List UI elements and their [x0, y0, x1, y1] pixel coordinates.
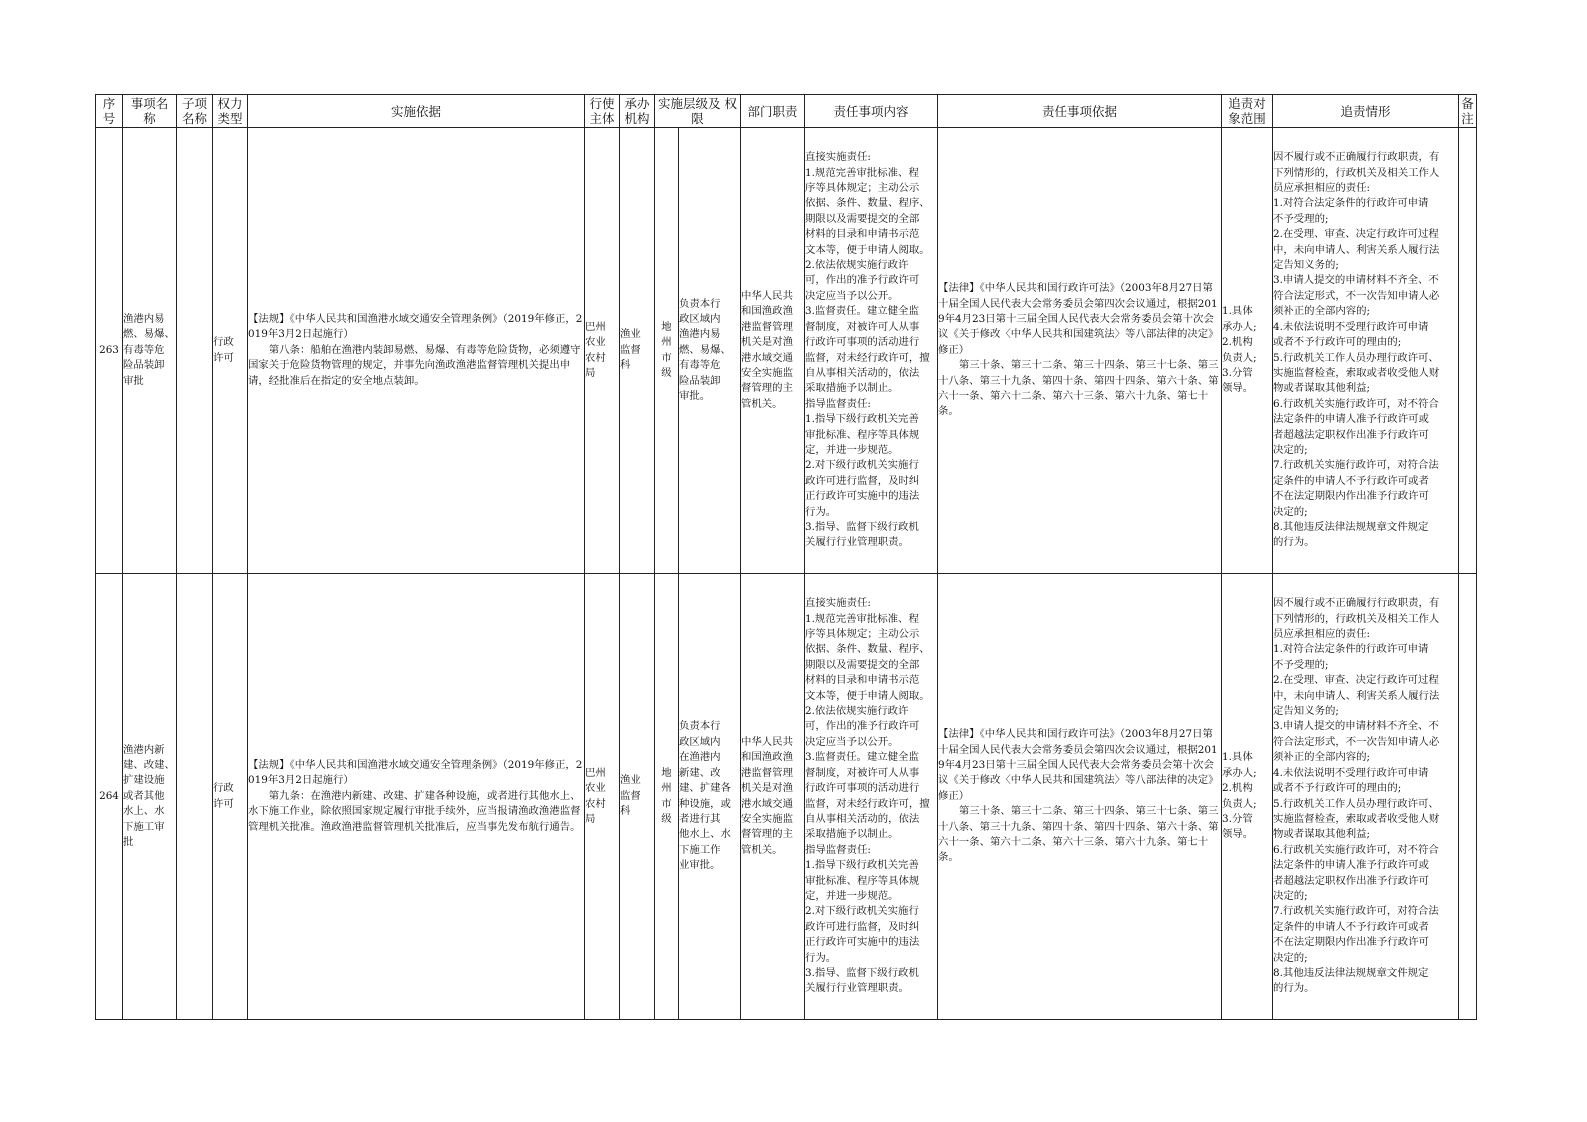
table-row	[96, 574, 1477, 1020]
header-level: 实施层级及 权限	[655, 95, 741, 128]
row-item-name: 渔港内易 燃、易爆、 有毒等危 险品装卸 审批	[123, 128, 177, 574]
row-dept-duty: 中华人民共 和国渔政渔 港监督管理 机关是对渔 港水域交通 安全实施监 督管理的主 管机关。	[741, 574, 805, 1020]
row-resp-content: 直接实施责任: 1.规范完善审批标准、程 序等具体规定；主动公示 依据、条件、数量、程序、 期限以及需要提交的全部 材料的目录和申请书示范 文本等，便于申请人阅取。 2.依法依规实施行政许 可，作出的准予行政许可 决定应当予以公开。 3.监督责任。建立健全监 督制度，对被许可人从事 行政许可事项的活动进行 监督，对未经行政许可，擅 自从事相关活动的，依法 采取措施予以制止。 指导监督责任: 1.指导下级行政机关完善 审批标准、程序等具体规 定，并进一步规范。 2.对下级行政机关实施行 政许可进行监督，及时纠 正行政许可实施中的违法 行为。 3.指导、监督下级行政机 关履行行业管理职责。	[805, 128, 938, 574]
table-header-row	[96, 95, 1477, 128]
row-agency: 渔业 监督 科	[620, 128, 655, 574]
resp-basis-text: 第三十条、第三十二条、第三十四条、第三十七条、第三十八条、第三十九条、第四十条、第四十四条、第六十条、第六十一条、第六十二条、第六十三条、第六十九条、第七十条。	[938, 805, 1219, 864]
row-situations: 因不履行或不正确履行行政职责，有 下列情形的，行政机关及相关工作人 员应承担相应的责任: 1.对符合法定条件的行政许可申请 不予受理的; 2.在受理、审查、决定行政许可过程 中，未向申请人、利害关系人履行法 定告知义务的; 3.申请人提交的申请材料不齐全、不 符合法定形式，不一次告知申请人必 须补正的全部内容的; 4.未依法说明不受理行政许可申请 或者不予行政许可的理由的; 5.行政机关工作人员办理行政许可、 实施监督检查，索取或者收受他人财 物或者谋取其他利益; 6.行政机关实施行政许可，对不符合 法定条件的申请人准予行政许可或 者超越法定职权作出准予行政许可 决定的; 7.行政机关实施行政许可，对符合法 定条件的申请人不予行政许可或者 不在法定期限内作出准予行政许可 决定的; 8.其他违反法律法规规章文件规定 的行为。	[1273, 128, 1459, 574]
row-level-scope: 负责本行 政区域内 在渔港内 新建、改 建、扩建各 种设施，或 者进行其 他水上、水 下施工作 业审批。	[679, 574, 741, 1020]
resp-basis-title: 【法律】《中华人民共和国行政许可法》（2003年8月27日第十届全国人民代表大会常务委员会第四次会议通过，根据2019年4月23日第十三届全国人民代表大会常务委员会第十次会议《关于修改〈中华人民共和国建筑法〉等八部法律的决定》修正）	[938, 728, 1219, 802]
basis-title: 【法规】《中华人民共和国渔港水域交通安全管理条例》（2019年修正，2019年3月2日起施行）	[248, 312, 583, 341]
header-resp-content: 责任事项内容	[805, 95, 938, 128]
header-situations: 追责情形	[1273, 95, 1459, 128]
header-item-name: 事项名 称	[123, 95, 177, 128]
row-power-type: 行政 许可	[213, 574, 248, 1020]
row-sub-name	[177, 128, 213, 574]
header-resp-basis: 责任事项依据	[938, 95, 1222, 128]
row-basis	[248, 574, 585, 1020]
row-level-scope: 负责本行 政区域内 渔港内易 燃、易爆、 有毒等危 险品装卸 审批。	[679, 128, 741, 574]
basis-text: 第八条：船舶在渔港内装卸易燃、易爆、有毒等危险货物，必须遵守国家关于危险货物管理的规定，并事先向渔政渔港监督管理机关提出申请，经批准后在指定的安全地点装卸。	[248, 343, 581, 387]
row-subject: 巴州 农业 农村 局	[585, 574, 620, 1020]
basis-text: 第九条：在渔港内新建、改建、扩建各种设施，或者进行其他水上、水下施工作业，除依照国家规定履行审批手续外，应当报请渔政渔港监督管理机关批准。渔政渔港监督管理机关批准后，应当事先发布航行通告。	[248, 789, 581, 833]
row-sub-name	[177, 574, 213, 1020]
row-seq: 264	[96, 574, 123, 1020]
row-power-type: 行政 许可	[213, 128, 248, 574]
resp-basis-text: 第三十条、第三十二条、第三十四条、第三十七条、第三十八条、第三十九条、第四十条、第四十四条、第六十条、第六十一条、第六十二条、第六十三条、第六十九条、第七十条。	[938, 359, 1219, 418]
row-accountable: 1.具体 承办人; 2.机构 负责人; 3.分管 领导。	[1222, 574, 1273, 1020]
row-basis	[248, 128, 585, 574]
header-subject: 行使 主体	[585, 95, 620, 128]
header-note: 备 注	[1459, 95, 1477, 128]
row-agency: 渔业 监督 科	[620, 574, 655, 1020]
row-accountable: 1.具体 承办人; 2.机构 负责人; 3.分管 领导。	[1222, 128, 1273, 574]
powers-responsibility-table	[95, 94, 1477, 1020]
header-sub-name: 子项 名称	[177, 95, 213, 128]
row-level-tier: 地 州 市 级	[655, 128, 679, 574]
row-level-tier: 地 州 市 级	[655, 574, 679, 1020]
header-accountable: 追责对 象范围	[1222, 95, 1273, 128]
header-power-type: 权力 类型	[213, 95, 248, 128]
table-row	[96, 128, 1477, 574]
row-situations: 因不履行或不正确履行行政职责，有 下列情形的，行政机关及相关工作人 员应承担相应的责任: 1.对符合法定条件的行政许可申请 不予受理的; 2.在受理、审查、决定行政许可过程 中，未向申请人、利害关系人履行法 定告知义务的; 3.申请人提交的申请材料不齐全、不 符合法定形式，不一次告知申请人必 须补正的全部内容的; 4.未依法说明不受理行政许可申请 或者不予行政许可的理由的; 5.行政机关工作人员办理行政许可、 实施监督检查，索取或者收受他人财 物或者谋取其他利益; 6.行政机关实施行政许可，对不符合 法定条件的申请人准予行政许可或 者超越法定职权作出准予行政许可 决定的; 7.行政机关实施行政许可，对符合法 定条件的申请人不予行政许可或者 不在法定期限内作出准予行政许可 决定的; 8.其他违反法律法规规章文件规定 的行为。	[1273, 574, 1459, 1020]
header-seq: 序 号	[96, 95, 123, 128]
header-agency: 承办 机构	[620, 95, 655, 128]
row-dept-duty: 中华人民共 和国渔政渔 港监督管理 机关是对渔 港水域交通 安全实施监 督管理的主 管机关。	[741, 128, 805, 574]
row-item-name: 渔港内新 建、改建、 扩建设施 或者其他 水上、水 下施工审 批	[123, 574, 177, 1020]
resp-basis-title: 【法律】《中华人民共和国行政许可法》（2003年8月27日第十届全国人民代表大会常务委员会第四次会议通过，根据2019年4月23日第十三届全国人民代表大会常务委员会第十次会议《关于修改〈中华人民共和国建筑法〉等八部法律的决定》修正）	[938, 282, 1219, 356]
row-resp-basis	[938, 128, 1222, 574]
row-seq: 263	[96, 128, 123, 574]
row-resp-content: 直接实施责任: 1.规范完善审批标准、程 序等具体规定；主动公示 依据、条件、数量、程序、 期限以及需要提交的全部 材料的目录和申请书示范 文本等，便于申请人阅取。 2.依法依规实施行政许 可，作出的准予行政许可 决定应当予以公开。 3.监督责任。建立健全监 督制度，对被许可人从事 行政许可事项的活动进行 监督，对未经行政许可，擅 自从事相关活动的，依法 采取措施予以制止。 指导监督责任: 1.指导下级行政机关完善 审批标准、程序等具体规 定，并进一步规范。 2.对下级行政机关实施行 政许可进行监督，及时纠 正行政许可实施中的违法 行为。 3.指导、监督下级行政机 关履行行业管理职责。	[805, 574, 938, 1020]
row-resp-basis	[938, 574, 1222, 1020]
basis-title: 【法规】《中华人民共和国渔港水域交通安全管理条例》（2019年修正，2019年3月2日起施行）	[248, 758, 583, 787]
header-basis: 实施依据	[248, 95, 585, 128]
row-note	[1459, 574, 1477, 1020]
row-subject: 巴州 农业 农村 局	[585, 128, 620, 574]
row-note	[1459, 128, 1477, 574]
header-dept-duty: 部门职责	[741, 95, 805, 128]
